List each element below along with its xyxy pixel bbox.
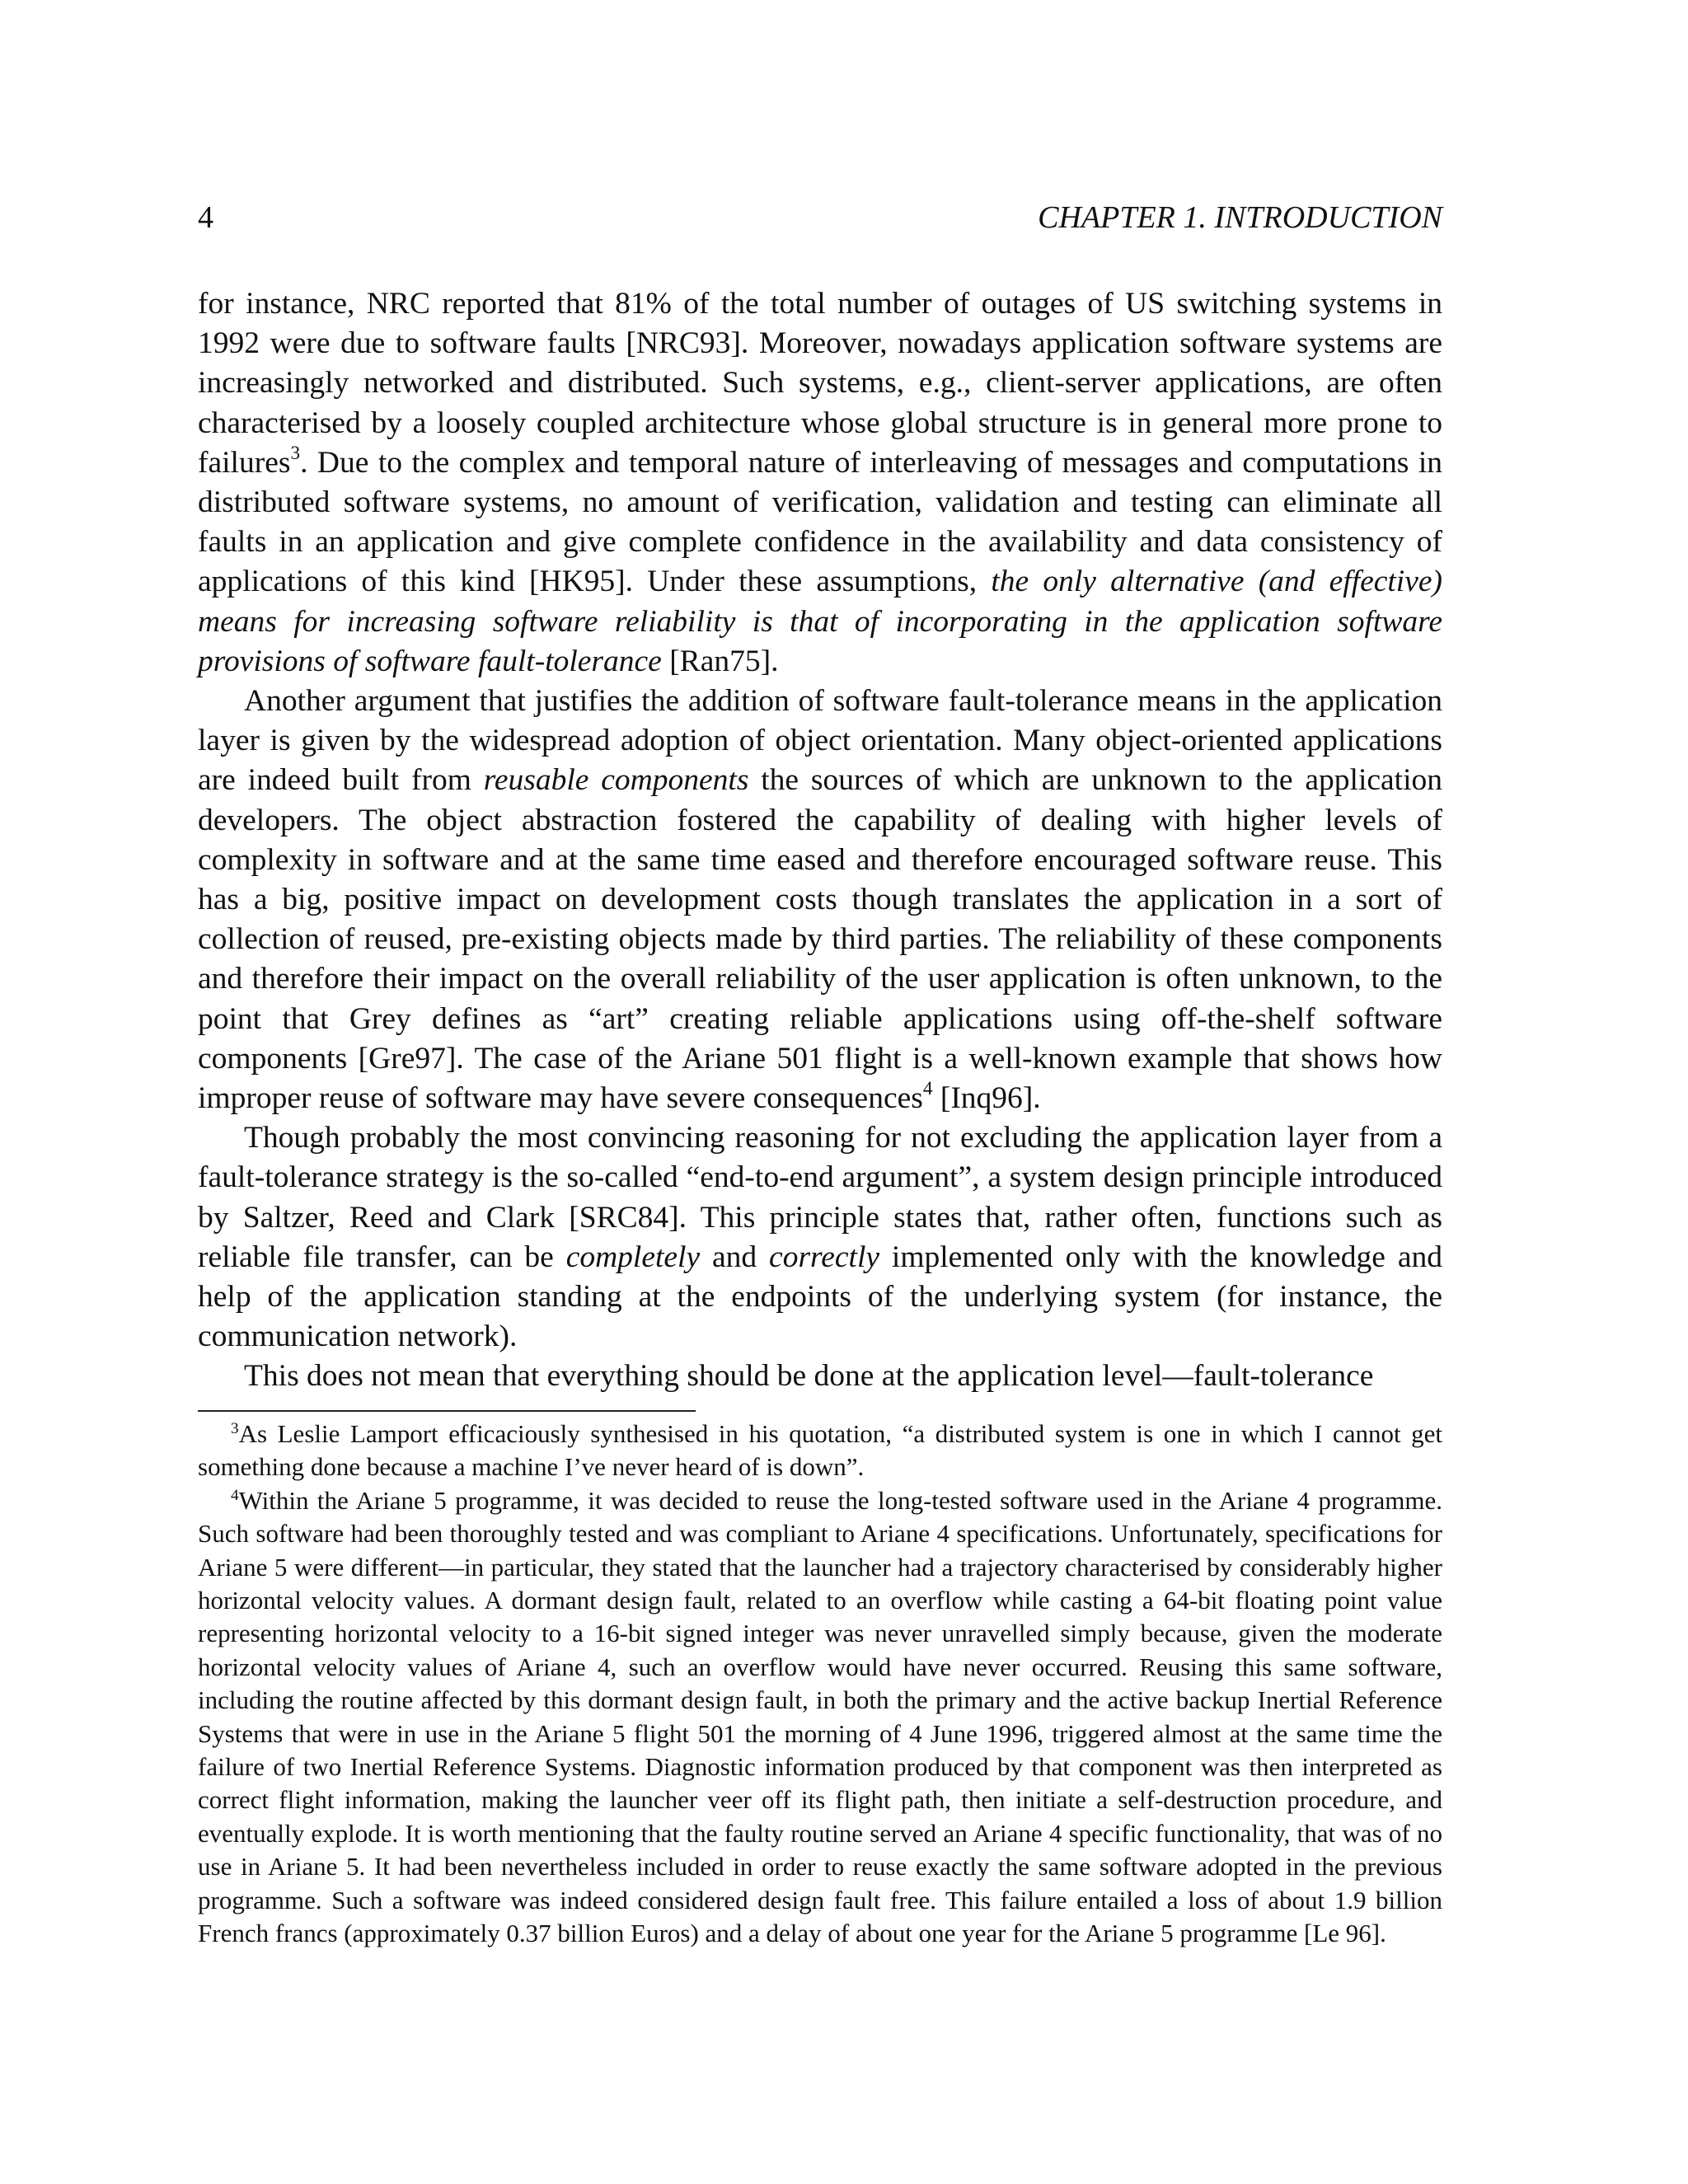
paragraph-3-emphasis-completely: completely [565,1240,701,1274]
document-page [198,0,1442,2184]
footnote-4-mark: 4 [231,1487,239,1505]
paragraph-3-emphasis-correctly: correctly [769,1240,880,1274]
footnote-ref-3: 3 [290,443,301,464]
footnote-3-mark: 3 [231,1420,239,1438]
chapter-heading: CHAPTER 1. INTRODUCTION [1038,200,1442,235]
page-number: 4 [198,200,213,235]
paragraph-2 [198,682,1442,1118]
footnote-4 [198,1484,1442,1951]
paragraph-4 [198,1357,1442,1396]
paragraph-3 [198,1118,1442,1357]
running-head [198,198,1442,237]
paragraph-1-emphasis: the only alternative (and effective) means for increasing software reliability is that of incorporating in the application software provisions of software fault-tolerance [198,565,1443,678]
body-text [198,284,1442,1397]
footnote-4-text: Within the Ariane 5 programme, it was decided to reuse the long-tested software used in the Ariane 4 programme. Such software had been thoroughly tested and was compliant to Ariane 4 specifications. Unfortunately, specifications for Ariane 5 were different—in particular, they stated that the launcher had a trajectory characterised by considerably higher horizontal velocity values. A dormant design fault, related to an overflow while casting a 64-bit floating point value representing horizontal velocity to a 16-bit signed integer was never unravelled simply because, given the moderate horizontal velocity values of Ariane 4, such an overflow would have never occurred. Reusing this same software, including the routine affected by this dormant design fault, in both the primary and the active backup Inertial Reference Systems that were in use in the Ariane 5 flight 501 the morning of 4 June 1996, triggered almost at the same time the failure of two Inertial Reference Systems. Diagnostic information produced by that component was then interpreted as correct flight information, making the launcher veer off its flight path, then initiate a self-destruction procedure, and eventually explode. It is worth mentioning that the faulty routine served an Ariane 4 specific functionality, that was of no use in Ariane 5. It had been nevertheless included in order to reuse exactly the same software adopted in the previous programme. Such a software was indeed considered design fault free. This failure entailed a loss of about 1.9 billion French francs (approximately 0.37 billion Euros) and a delay of about one year for the Ariane 5 programme [Le 96]. [198,1485,1442,1948]
paragraph-3-text-b: and [700,1240,770,1274]
paragraph-2-text-c: [Inq96]. [932,1081,1041,1116]
paragraph-2-emphasis: reusable components [483,763,749,798]
paragraph-2-text-b: the sources of which are unknown to the application developers. The object abstraction fostered the capability of dealing with higher levels of complexity in software and at the same time eased and therefore encouraged software reuse. This has a big, positive impact on development costs though translates the application in a sort of collection of reused, pre-existing objects made by third parties. The reliability of these components and therefore their impact on the overall reliability of the user application is often unknown, to the point that Grey defines as “art” creating reliable applications using off-the-shelf software components [Gre97]. The case of the Ariane 501 flight is a well-known example that shows how improper reuse of software may have severe consequences [198,763,1442,1116]
paragraph-4-text: This does not mean that everything should be done at the application level—fault-tolerance [244,1359,1374,1394]
footnote-3-text: As Leslie Lamport efficaciously synthesised in his quotation, “a distributed system is one in which I cannot get something done because a machine I’ve never heard of is down”. [198,1419,1442,1482]
paragraph-2-text-a: Another argument that justifies the addition of software fault-tolerance means in the application layer is given by the widespread adoption of object orientation. Many object-oriented applications are indeed built from [198,684,1442,798]
footnote-divider [198,1410,696,1412]
paragraph-1-text-a: for instance, NRC reported that 81% of the total number of outages of US switching systems in 1992 were due to software faults [NRC93]. Moreover, nowadays application software systems are increasingly networked and distributed. Such systems, e.g., client-server applications, are often characterised by a loosely coupled architecture whose global structure is in general more prone to failures [198,287,1442,480]
paragraph-1-text-c: [Ran75]. [661,644,779,678]
footnotes [198,1418,1442,1951]
paragraph-1-text-b: . Due to the complex and temporal nature of interleaving of messages and computations in distributed software systems, no amount of verification, validation and testing can eliminate all faults in an application and give complete confidence in the availability and data consistency of applications of this kind [HK95]. Under these assumptions, [198,445,1442,599]
paragraph-3-text-c: implemented only with the knowledge and help of the application standing at the endpoints of the underlying system (for instance, the communication network). [198,1240,1442,1354]
footnote-3 [198,1418,1442,1484]
footnote-ref-4: 4 [922,1078,933,1100]
paragraph-1 [198,284,1442,682]
paragraph-3-text-a: Though probably the most convincing reasoning for not excluding the application layer from a fault-tolerance strategy is the so-called “end-to-end argument”, a system design principle introduced by Saltzer, Reed and Clark [SRC84]. This principle states that, rather often, functions such as reliable file transfer, can be [198,1121,1442,1274]
